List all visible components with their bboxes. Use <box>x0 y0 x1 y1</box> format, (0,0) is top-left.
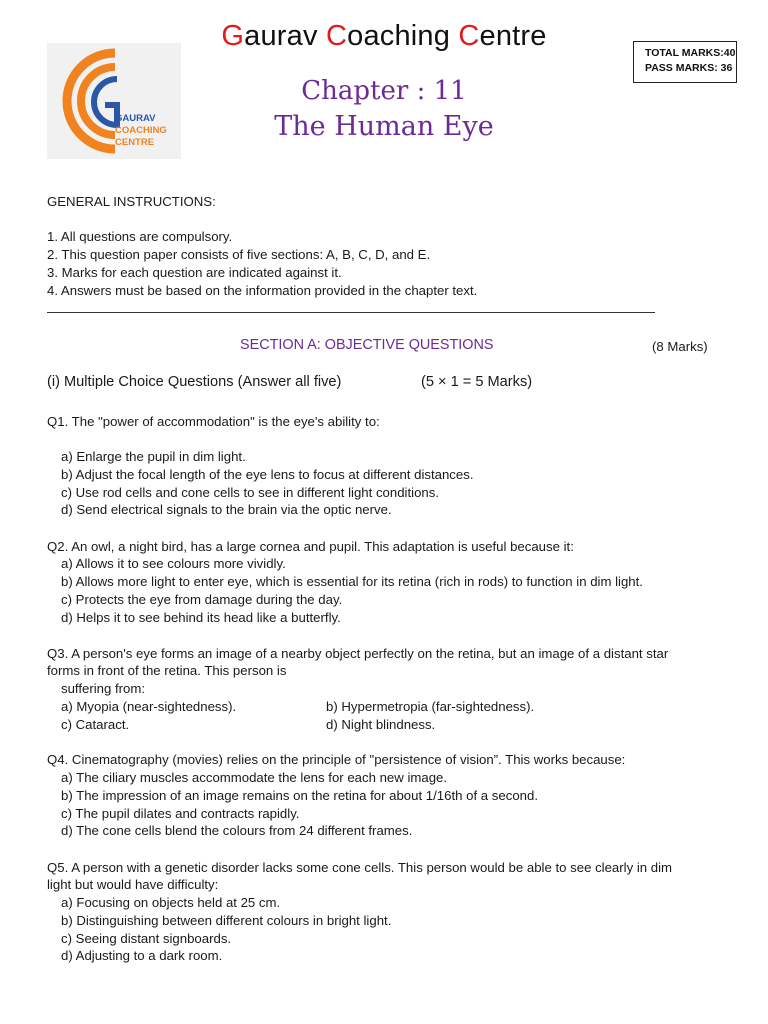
question-option: c) Cataract. <box>61 717 130 732</box>
question-stem: light but would have difficulty: <box>47 877 219 892</box>
question-stem: Q3. A person's eye forms an image of a nearby object perfectly on the retina, but an image of a distant star <box>47 646 669 661</box>
pass-marks: PASS MARKS: 36 <box>645 62 733 74</box>
question-option: d) The cone cells blend the colours from 24 different frames. <box>61 823 413 838</box>
mcq-marks: (5 × 1 = 5 Marks) <box>421 374 533 390</box>
logo-word-2: COACHING <box>115 125 167 136</box>
question-option: b) Allows more light to enter eye, which is essential for its retina (rich in rods) to function in dim light. <box>61 574 643 589</box>
section-a-title: SECTION A: OBJECTIVE QUESTIONS <box>240 337 494 353</box>
org-title-initial: C <box>325 20 348 52</box>
chapter-heading: Chapter : 11 <box>301 76 467 106</box>
instruction-item: 2. This question paper consists of five sections: A, B, C, D, and E. <box>47 247 431 262</box>
question-option: b) Adjust the focal length of the eye lens to focus at different distances. <box>61 467 474 482</box>
question-option: d) Adjusting to a dark room. <box>61 948 223 963</box>
coaching-centre-logo <box>47 43 181 159</box>
question-option: b) The impression of an image remains on the retina for about 1/16th of a second. <box>61 788 538 803</box>
org-title-initial: G <box>221 20 245 52</box>
logo-word-3: CENTRE <box>115 137 155 148</box>
question-stem: Q1. The "power of accommodation" is the eye's ability to: <box>47 414 380 429</box>
question-stem: suffering from: <box>61 681 146 696</box>
marks-box <box>633 41 737 83</box>
divider <box>47 312 655 313</box>
question-stem: Q2. An owl, a night bird, has a large cornea and pupil. This adaptation is useful because it: <box>47 539 574 554</box>
instructions-heading: GENERAL INSTRUCTIONS: <box>47 194 216 209</box>
question-option: b) Hypermetropia (far-sightedness). <box>326 699 535 714</box>
instruction-item: 1. All questions are compulsory. <box>47 229 233 244</box>
question-option: b) Distinguishing between different colours in bright light. <box>61 913 392 928</box>
question-option: c) Protects the eye from damage during the day. <box>61 592 343 607</box>
instruction-item: 4. Answers must be based on the information provided in the chapter text. <box>47 283 478 298</box>
org-title-word: entre <box>479 20 547 52</box>
question-option: c) The pupil dilates and contracts rapidly. <box>61 806 300 821</box>
logo-word-1: GAURAV <box>115 113 156 124</box>
total-marks: TOTAL MARKS:40 <box>645 47 736 59</box>
question-option: a) Enlarge the pupil in dim light. <box>61 449 246 464</box>
question-option: c) Use rod cells and cone cells to see in different light conditions. <box>61 485 440 500</box>
org-title-initial: C <box>458 20 480 52</box>
org-title-word: aurav <box>244 20 326 52</box>
org-title-word: oaching <box>347 20 459 52</box>
chapter-title: The Human Eye <box>274 111 494 142</box>
section-a-marks: (8 Marks) <box>652 339 708 354</box>
question-stem: forms in front of the retina. This person is <box>47 663 287 678</box>
question-option: a) The ciliary muscles accommodate the lens for each new image. <box>61 770 448 785</box>
question-stem: Q4. Cinematography (movies) relies on the principle of "persistence of vision”. This works because: <box>47 752 626 767</box>
question-option: a) Focusing on objects held at 25 cm. <box>61 895 281 910</box>
question-option: d) Night blindness. <box>326 717 436 732</box>
question-stem: Q5. A person with a genetic disorder lacks some cone cells. This person would be able to see clearly in dim <box>47 860 673 875</box>
logo-graphic <box>47 43 181 159</box>
mcq-heading: (i) Multiple Choice Questions (Answer all five) <box>47 374 342 390</box>
instruction-item: 3. Marks for each question are indicated against it. <box>47 265 342 280</box>
question-option: a) Myopia (near-sightedness). <box>61 699 237 714</box>
question-option: d) Helps it to see behind its head like a butterfly. <box>61 610 341 625</box>
question-option: d) Send electrical signals to the brain via the optic nerve. <box>61 502 392 517</box>
question-option: a) Allows it to see colours more vividly. <box>61 556 286 571</box>
question-option: c) Seeing distant signboards. <box>61 931 232 946</box>
